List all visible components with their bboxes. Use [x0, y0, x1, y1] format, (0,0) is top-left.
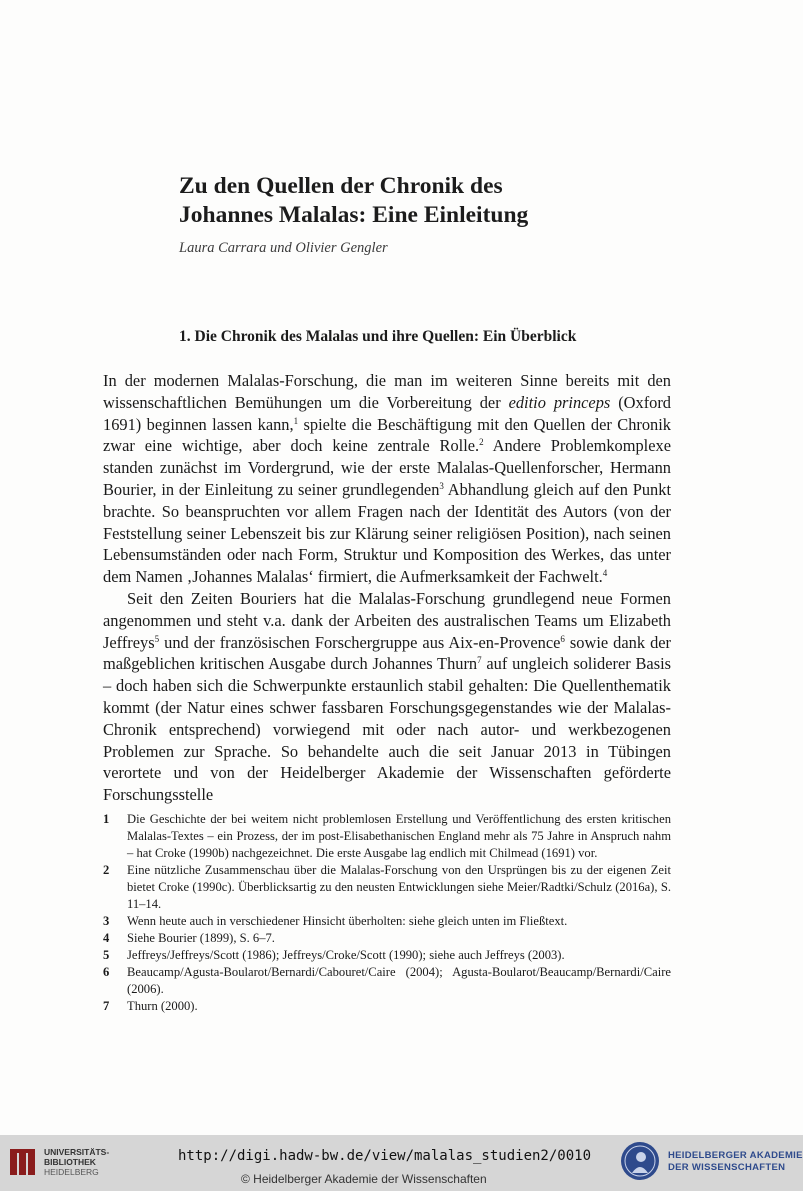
text-run: und der französischen Forschergruppe aus Aix-en-Provence	[159, 632, 561, 652]
footnote	[103, 862, 671, 913]
title-line-2: Johannes Malalas: Eine Einleitung	[179, 202, 529, 228]
footnote-number: 6	[103, 965, 110, 979]
text-run: Andere Problemkomplexe standen zunächst im Vordergrund, wie der erste Malalas-Quellenforscher, Hermann Bourier, in der Einleitung zu seiner grundlegenden	[103, 436, 671, 499]
footnote-ref[interactable]: 4	[602, 568, 608, 579]
ub-line-2: BIBLIOTHEK	[44, 1157, 96, 1167]
footnote-text: Beaucamp/Agusta-Boularot/Bernardi/Cabouret/Caire (2004); Agusta-Boularot/Beaucamp/Bernardi/Caire (2006).	[127, 965, 671, 996]
footnotes	[103, 811, 671, 1015]
footnote-ref[interactable]: 7	[477, 655, 482, 666]
footnote-number: 4	[103, 931, 110, 945]
footnote-text: Siehe Bourier (1899), S. 6–7.	[127, 931, 275, 945]
text-run: (Oxford 1691) beginnen lassen kann,	[103, 392, 671, 434]
paragraph-2	[103, 588, 671, 806]
text-run: sowie dank der maßgeblichen kritischen Ausgabe durch Johannes Thurn	[103, 632, 671, 674]
text-run: auf ungleich soliderer Basis – doch haben sich die Schwerpunkte erstaunlich stabil gehalten: Die Quellenthematik kommt (der Natur eines schwer fassbaren Forschungsgegenstandes wie der Malalas-Chronik entsprechend) vorwiegend mit oder nach autor- und werkbezogenen Problemen zur Sprache. So behandelte auch die seit Januar 2013 in Tübingen verortete und von der Heidelberger Akademie der Wissenschaften geförderte Forschungsstelle	[103, 654, 672, 805]
body-text	[103, 370, 671, 806]
footnote	[103, 930, 671, 947]
text-run: Abhandlung gleich auf den Punkt brachte. So beanspruchten vor allem Fragen nach der Identität des Autors (von der Feststellung seiner Lebenszeit bis zur Klärung seiner religiösen Position), nach seinen Lebensumständen oder nach Form, Struktur und Komposition des Werkes, das unter dem Namen ‚Johannes Malalas‘ firmiert, die Aufmerksamkeit der Fachwelt.	[103, 479, 672, 587]
text-run: In der modernen Malalas-Forschung, die man im weiteren Sinne bereits mit den wissenschaftlichen Bemühungen um die Vorbereitung der	[103, 371, 671, 412]
footnote-number: 7	[103, 999, 110, 1013]
footnote-number: 3	[103, 914, 110, 928]
academy-name[interactable]	[668, 1150, 803, 1174]
text-run: spielte die Beschäftigung mit den Quellen der Chronik zwar eine wichtige, aber doch keine zentrale Rolle.	[103, 414, 671, 456]
footnote-ref[interactable]: 5	[154, 633, 160, 644]
footnote-text: Die Geschichte der bei weitem nicht problemlosen Erstellung und Veröffentlichung des ersten kritischen Malalas-Textes – ein Prozess, der im post-Elisabethanischen England mehr als 75 Jahre in Anspruch nahm – hat Croke (1990b) nachgezeichnet. Die erste Ausgabe lag endlich mit Chilmead (1691) vor.	[127, 812, 671, 860]
footnote	[103, 913, 671, 930]
footnote	[103, 964, 671, 998]
academy-line-2: DER WISSENSCHAFTEN	[668, 1162, 786, 1173]
footnote-ref[interactable]: 1	[293, 415, 299, 426]
permalink-url[interactable]: http://digi.hadw-bw.de/view/malalas_studien2/0010	[178, 1148, 592, 1164]
footnote-text: Eine nützliche Zusammenschau über die Malalas-Forschung von den Ursprüngen bis zu der eigenen Zeit bietet Croke (1990c). Überblicksartig zu den neusten Entwicklungen siehe Meier/Radtki/Schulz (2016a), S. 11–14.	[127, 863, 671, 911]
footnote	[103, 947, 671, 964]
section-heading: 1. Die Chronik des Malalas und ihre Quellen: Ein Überblick	[179, 328, 577, 345]
footnote	[103, 998, 671, 1015]
copyright-notice: © Heidelberger Akademie der Wissenschaften	[241, 1172, 487, 1186]
text-run: Seit den Zeiten Bouriers hat die Malalas-Forschung grundlegend neue Formen angenommen und steht v.a. dank der Arbeiten des australischen Teams um Elizabeth Jeffreys	[103, 588, 671, 652]
footnote-text: Wenn heute auch in verschiedener Hinsicht überholten: siehe gleich unten im Fließtext.	[127, 914, 568, 928]
footnote-ref[interactable]: 2	[479, 437, 484, 448]
ub-line-3: HEIDELBERG	[44, 1167, 99, 1177]
footnote-number: 2	[103, 863, 110, 877]
academy-seal-icon[interactable]	[620, 1141, 660, 1181]
academy-line-1: HEIDELBERGER AKADEMIE	[668, 1150, 803, 1161]
footnote-text: Thurn (2000).	[127, 999, 198, 1013]
university-library-name[interactable]	[44, 1147, 109, 1177]
article-title	[179, 172, 639, 230]
ub-line-1: UNIVERSITÄTS-	[44, 1147, 110, 1157]
footnote	[103, 811, 671, 862]
footnote-ref[interactable]: 3	[439, 480, 444, 491]
italic-title: editio princeps	[508, 392, 611, 412]
footnote-number: 1	[103, 812, 110, 826]
footer-bar	[0, 1135, 803, 1191]
university-library-logo-icon[interactable]	[8, 1145, 38, 1179]
paragraph-1	[103, 370, 671, 588]
footnote-ref[interactable]: 6	[560, 633, 565, 644]
article-authors: Laura Carrara und Olivier Gengler	[179, 240, 388, 256]
footnote-text: Jeffreys/Jeffreys/Scott (1986); Jeffreys/Croke/Scott (1990); siehe auch Jeffreys (2003).	[127, 948, 565, 962]
footnote-number: 5	[103, 948, 110, 962]
title-line-1: Zu den Quellen der Chronik des	[179, 173, 503, 199]
